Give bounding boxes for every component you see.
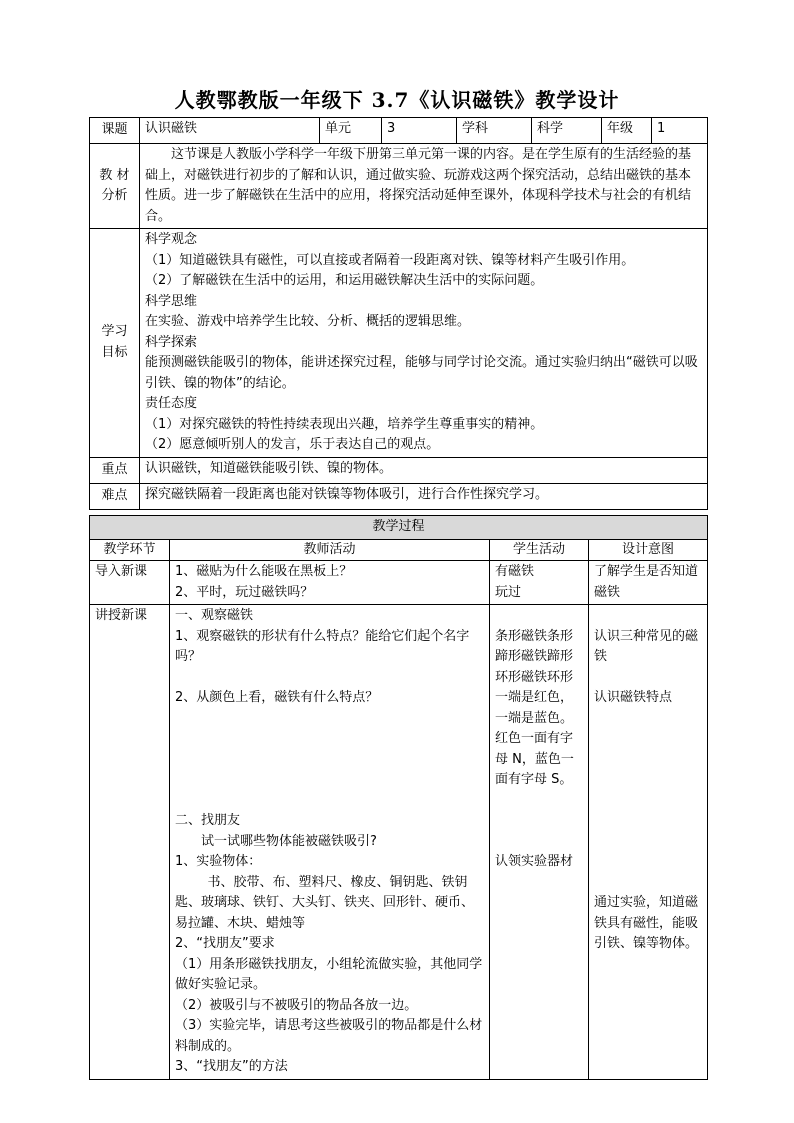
teacher-line: 1、观察磁铁的形状有什么特点？能给它们起个名字吗？ [175, 628, 470, 664]
process-table [89, 515, 708, 1080]
intent-line: 认识磁铁特点 [594, 690, 673, 705]
intro-teacher [170, 561, 490, 605]
spacer [594, 729, 702, 750]
spacer [594, 750, 702, 771]
goals-label: 学习 目标 [90, 229, 140, 458]
goal-line: 能预测磁铁能吸引的物体，能讲述探究过程，能够与同学讨论交流。通过实验归纳出“磁铁可以吸引铁、镍的物体”的结论。 [145, 355, 698, 391]
student-line: 条形磁铁条形蹄形磁铁蹄形环形磁铁环形 [495, 628, 574, 685]
intro-intent: 了解学生是否知道磁铁 [589, 561, 708, 605]
goal-line: 科学观念 [145, 232, 198, 247]
goal-line: 科学思维 [145, 293, 198, 309]
teacher-line: 2、平时，玩过磁铁吗？ [175, 584, 314, 600]
spacer [495, 811, 583, 832]
col-stage: 教学环节 [90, 539, 170, 561]
analysis-text: 这节课是人教版小学科学一年级下册第三单元第一课的内容。是在学生原有的生活经验的基础上，对磁铁进行初步的了解和认识，通过做实验、玩游戏这两个探究活动，总结出磁铁的基本性质。进一步了解磁铁在生活中的应用，将探究活动延伸至课外，体现科学技术与社会的有机结合。 [140, 144, 708, 229]
spacer [175, 729, 484, 750]
teacher-line: （1）用条形磁铁找朋友，小组轮流做实验，其他同学做好实验记录。 [175, 956, 483, 992]
difficult-text: 探究磁铁隔着一段距离也能对铁镍等物体吸引，进行合作性探究学习。 [140, 483, 708, 509]
lesson-label: 课题 [90, 118, 140, 144]
process-header: 教学过程 [90, 516, 708, 540]
student-line: 认领实验器材 [495, 854, 574, 869]
spacer [594, 873, 702, 894]
teacher-line: （3）实验完毕，请思考这些被吸引的物品都是什么材料制成的。 [175, 1018, 483, 1054]
intro-student [490, 561, 589, 605]
col-teacher: 教师活动 [170, 539, 490, 561]
goal-line: （2）了解磁铁在生活中的运用，和运用磁铁解决生活中的实际问题。 [145, 273, 544, 288]
goal-line: 责任态度 [145, 396, 198, 411]
intro-stage: 导入新课 [90, 561, 170, 605]
teach-intent [589, 605, 708, 1080]
goals-content [140, 229, 708, 458]
teacher-line: 书、胶带、布、塑料尺、橡皮、铜钥匙、铁钥匙、玻璃球、铁钉、大头钉、铁夹、回形针、硬币、易拉罐、木块、蜡烛等 [175, 874, 475, 931]
spacer [594, 791, 702, 812]
goal-line: （1）对探究磁铁的特性持续表现出兴趣，培养学生尊重事实的精神。 [145, 416, 544, 432]
spacer [175, 750, 484, 771]
goal-line: 科学探索 [145, 334, 198, 350]
spacer [594, 811, 702, 832]
spacer [594, 852, 702, 873]
teacher-line: 二、找朋友 [175, 813, 241, 828]
intent-line: 认识三种常见的磁铁 [594, 628, 699, 664]
student-line: 一端是红色，一端是蓝色。 [495, 690, 574, 726]
teacher-line: 2、从颜色上看，磁铁有什么特点？ [175, 690, 379, 705]
subject-label: 学科 [457, 118, 532, 144]
teacher-line: 3、“找朋友”的方法 [175, 1059, 288, 1074]
document-title: 人教鄂教版一年级下 3.7《认识磁铁》教学设计 [174, 88, 620, 112]
teacher-line: 2、“找朋友”要求 [175, 936, 275, 951]
teacher-line: 1、实验物体： [175, 854, 262, 869]
teacher-line: 1、磁贴为什么能吸在黑板上？ [175, 564, 353, 579]
goal-line: （2）愿意倾听别人的发言，乐于表达自己的观点。 [145, 437, 440, 452]
analysis-label: 教 材 分析 [90, 144, 140, 229]
key-label: 重点 [90, 457, 140, 483]
col-intent: 设计意图 [589, 539, 708, 561]
spacer [175, 791, 484, 812]
spacer [594, 709, 702, 730]
teach-stage: 讲授新课 [90, 605, 170, 1080]
teacher-line: （2）被吸引与不被吸引的物品各放一边。 [175, 997, 418, 1013]
grade-label: 年级 [602, 118, 652, 144]
col-student: 学生活动 [490, 539, 589, 561]
teach-teacher [170, 605, 490, 1080]
spacer [175, 668, 484, 689]
goal-line: （1）知道磁铁具有磁性，可以直接或者隔着一段距离对铁、镍等材料产生吸引作用。 [145, 252, 635, 268]
spacer [495, 791, 583, 812]
unit-label: 单元 [320, 118, 382, 144]
teach-student [490, 605, 589, 1080]
unit-value: 3 [382, 118, 457, 144]
grade-value: 1 [652, 118, 708, 144]
overview-table [89, 117, 708, 510]
spacer [594, 668, 702, 689]
spacer [594, 770, 702, 791]
spacer [175, 709, 484, 730]
subject-value: 科学 [532, 118, 602, 144]
spacer [175, 770, 484, 791]
spacer [495, 606, 583, 627]
spacer [594, 606, 702, 627]
student-line: 有磁铁 [495, 564, 535, 579]
intent-line: 通过实验，知道磁铁具有磁性，能吸引铁、镍等物体。 [594, 895, 699, 951]
difficult-label: 难点 [90, 483, 140, 509]
key-text: 认识磁铁，知道磁铁能吸引铁、镍的物体。 [140, 457, 708, 483]
teacher-line: 试一试哪些物体能被磁铁吸引? [201, 833, 377, 849]
goal-line: 在实验、游戏中培养学生比较、分析、概括的逻辑思维。 [145, 314, 471, 329]
student-line: 红色一面有字母 N，蓝色一面有字母 S。 [495, 731, 574, 787]
lesson-value: 认识磁铁 [140, 118, 320, 144]
spacer [594, 832, 702, 853]
student-line: 玩过 [495, 584, 522, 600]
spacer [495, 832, 583, 853]
teacher-line: 一、观察磁铁 [175, 608, 254, 623]
